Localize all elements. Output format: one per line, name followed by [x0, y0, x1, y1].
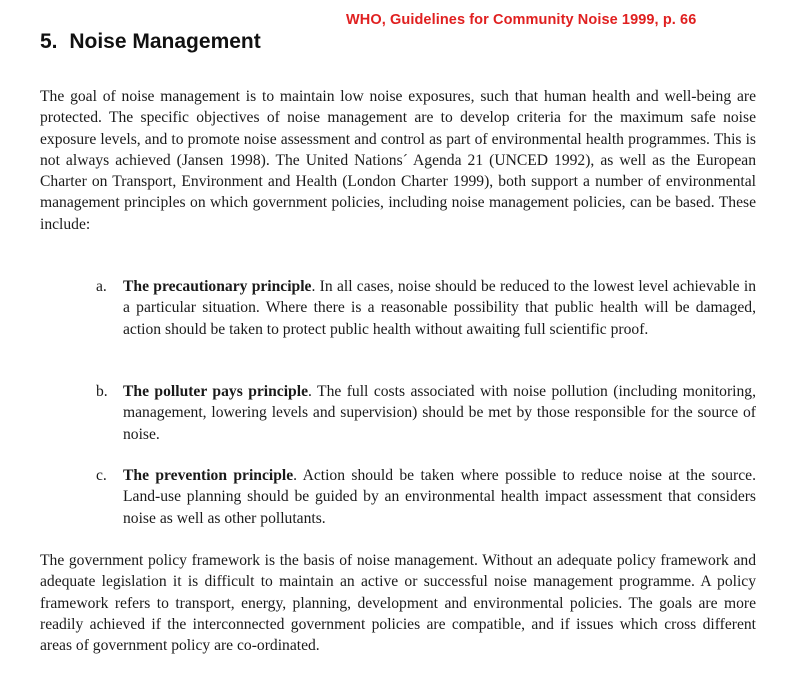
section-title: Noise Management — [69, 30, 261, 53]
list-marker: b. — [96, 383, 108, 400]
principle-item-polluter-pays — [96, 381, 756, 445]
list-marker: a. — [96, 278, 107, 295]
principle-item-prevention — [96, 465, 756, 529]
list-marker: c. — [96, 467, 107, 484]
principle-body — [123, 465, 756, 529]
principle-body — [123, 381, 756, 445]
principle-text: . Action should be taken where possible to reduce noise at the source. Land-use planning should be guided by an environmental health impact assessment that considers noise as well as other pollutants. — [123, 467, 756, 527]
principle-body — [123, 276, 756, 340]
principle-text: . In all cases, noise should be reduced to the lowest level achievable in a particular situation. Where there is a reasonable possibility that public health will be damaged, action should be taken to protect public health without awaiting full scientific proof. — [123, 278, 756, 338]
principle-text: . The full costs associated with noise pollution (including monitoring, management, lowering levels and supervision) should be met by those responsible for the source of noise. — [123, 383, 756, 443]
intro-paragraph: The goal of noise management is to maintain low noise exposures, such that human health and well-being are protected. The specific objectives of noise management are to develop criteria for the maximum safe noise exposure levels, and to promote noise assessment and control as part of environmental health programmes. This is not always achieved (Jansen 1998). The United Nations´ Agenda 21 (UNCED 1992), as well as the European Charter on Transport, Environment and Health (London Charter 1999), both support a number of environmental management principles on which government policies, including noise management policies, can be based. These include: — [40, 88, 756, 233]
section-number: 5. — [40, 30, 58, 53]
principle-term: The prevention principle — [123, 467, 294, 484]
closing-paragraph: The government policy framework is the basis of noise management. Without an adequate policy framework and adequate legislation it is difficult to maintain an active or successful noise management programme. A policy framework refers to transport, energy, planning, development and environmental policies. The goals are more readily achieved if the interconnected government policies are compatible, and if issues which cross different areas of government policy are co-ordinated. — [40, 552, 756, 655]
principle-term: The polluter pays principle — [123, 383, 308, 400]
source-citation: WHO, Guidelines for Community Noise 1999, p. 66 — [346, 12, 697, 28]
principle-item-precautionary — [96, 276, 756, 340]
section-heading — [40, 30, 261, 54]
principle-term: The precautionary principle — [123, 278, 312, 295]
